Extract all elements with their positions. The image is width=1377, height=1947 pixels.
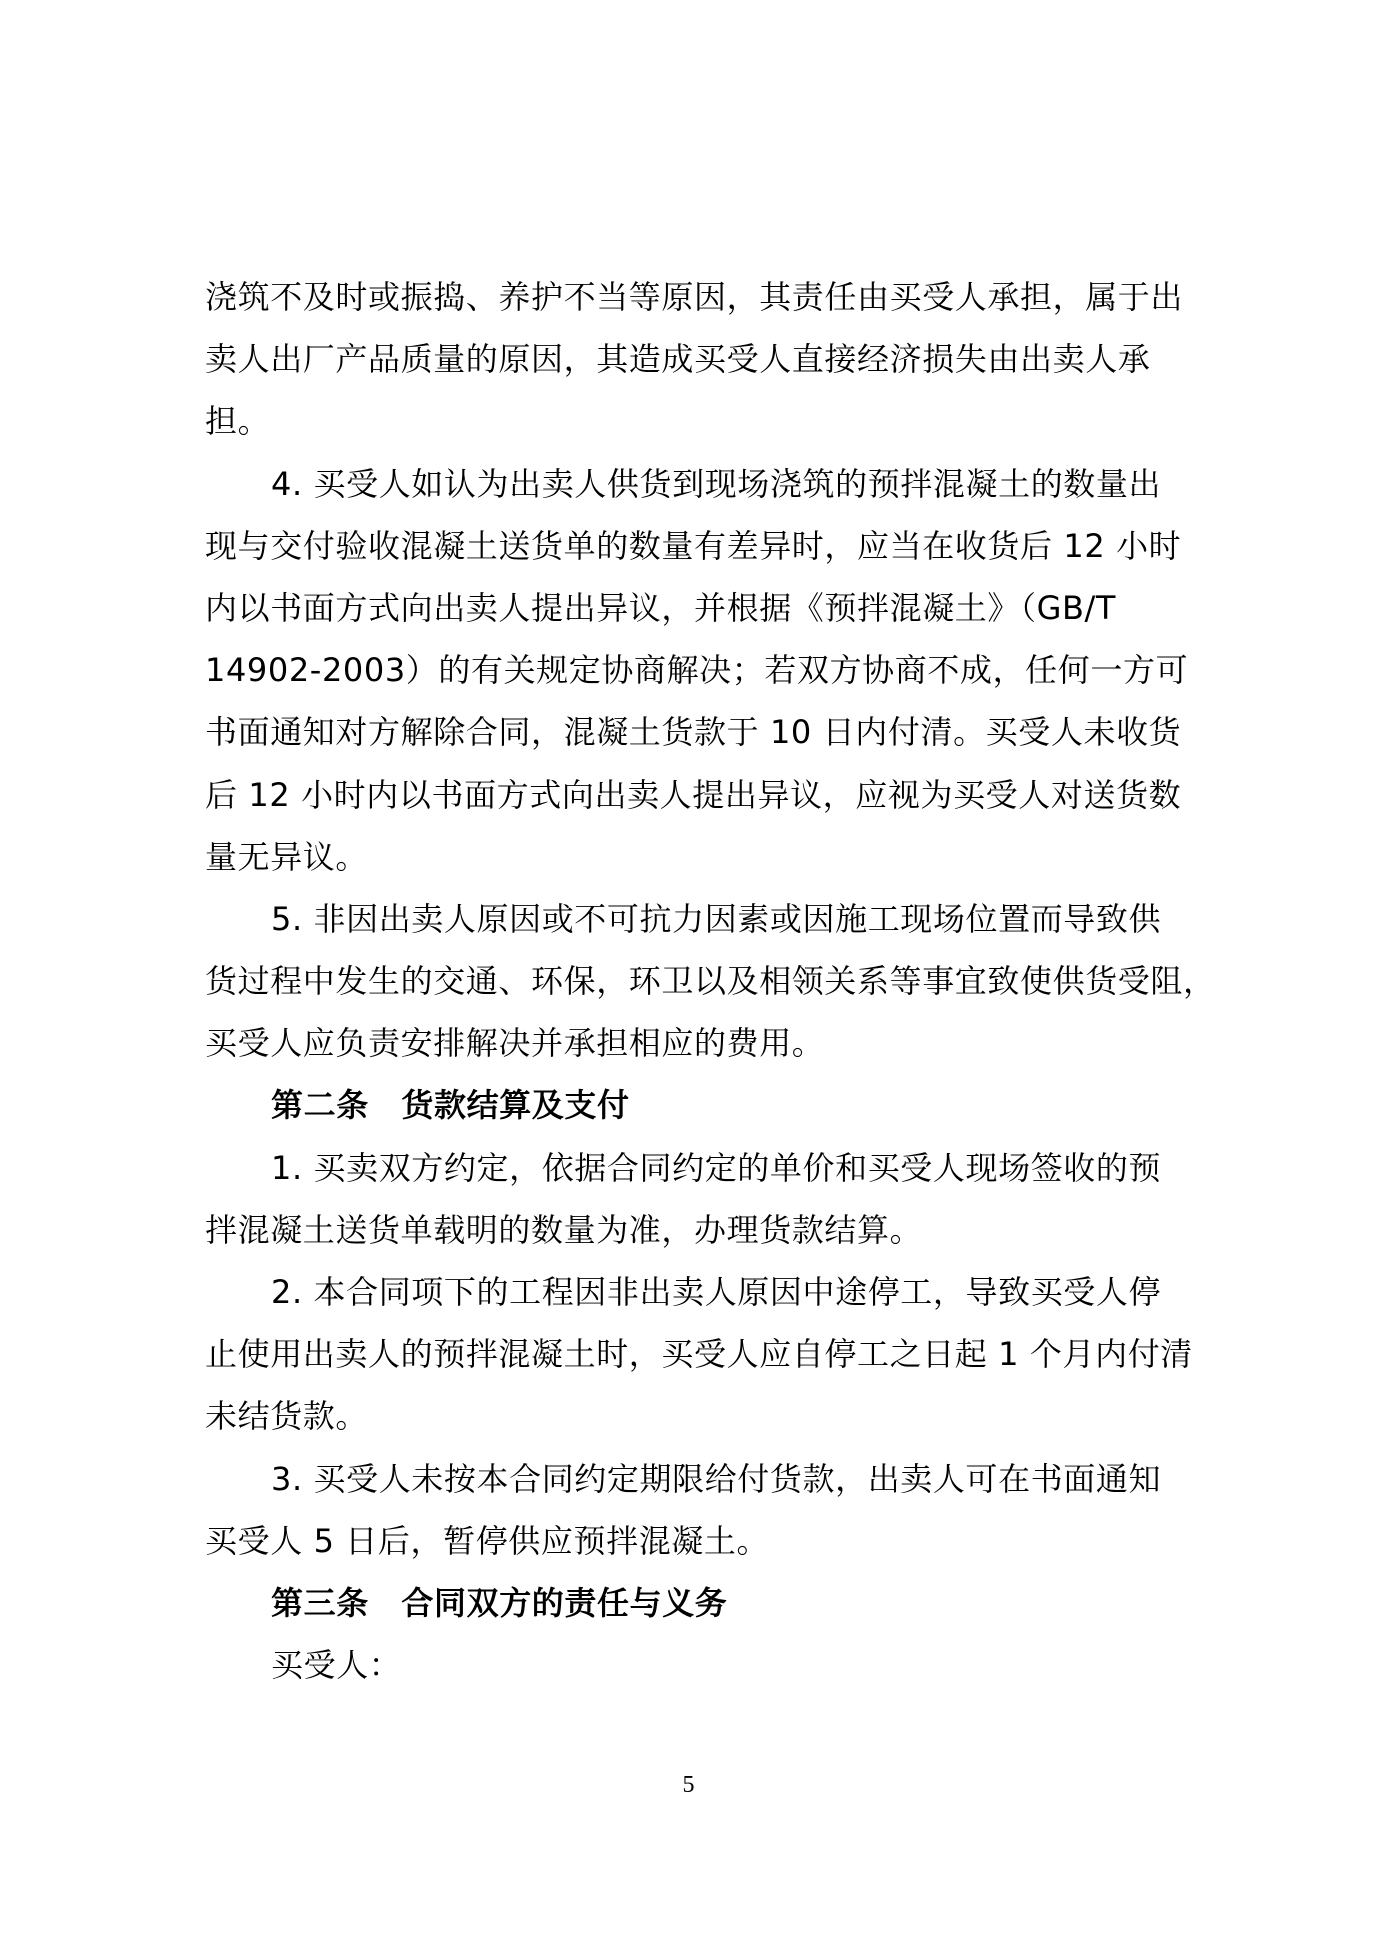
payment-clause-3-line: 3. 买受人未按本合同约定期限给付货款，出卖人可在书面通知 bbox=[271, 1459, 1162, 1498]
clause-5-line: 5. 非因出卖人原因或不可抗力因素或因施工现场位置而导致供 bbox=[271, 899, 1162, 938]
body-line: 现与交付验收混凝土送货单的数量有差异时，应当在收货后 12 小时 bbox=[205, 526, 1182, 565]
body-line: 未结货款。 bbox=[205, 1397, 369, 1436]
clause-4-line: 4. 买受人如认为出卖人供货到现场浇筑的预拌混凝土的数量出 bbox=[271, 464, 1162, 503]
payment-clause-1-line: 1. 买卖双方约定，依据合同约定的单价和买受人现场签收的预 bbox=[271, 1148, 1162, 1187]
body-line: 担。 bbox=[205, 402, 271, 441]
body-line: 量无异议。 bbox=[205, 837, 369, 876]
body-line: 拌混凝土送货单载明的数量为准，办理货款结算。 bbox=[205, 1210, 923, 1249]
body-line: 止使用出卖人的预拌混凝土时，买受人应自停工之日起 1 个月内付清 bbox=[205, 1335, 1193, 1374]
body-line: 货过程中发生的交通、环保，环卫以及相领关系等事宜致使供货受阻， bbox=[205, 962, 1216, 1001]
article-2-heading: 第二条 货款结算及支付 bbox=[271, 1086, 630, 1125]
page-number: 5 bbox=[682, 1772, 695, 1798]
body-line: 14902-2003）的有关规定协商解决；若双方协商不成，任何一方可 bbox=[205, 651, 1189, 690]
contract-page-body bbox=[205, 266, 1216, 1696]
body-line: 买受人 5 日后，暂停供应预拌混凝土。 bbox=[205, 1521, 770, 1560]
body-line: 后 12 小时内以书面方式向出卖人提出异议，应视为买受人对送货数 bbox=[205, 775, 1182, 814]
body-line: 书面通知对方解除合同，混凝土货款于 10 日内付清。买受人未收货 bbox=[205, 713, 1182, 752]
body-line: 卖人出厂产品质量的原因，其造成买受人直接经济损失由出卖人承 bbox=[205, 340, 1151, 379]
buyer-label: 买受人： bbox=[271, 1646, 402, 1685]
body-line: 浇筑不及时或振捣、养护不当等原因，其责任由买受人承担，属于出 bbox=[205, 278, 1184, 316]
article-3-heading: 第三条 合同双方的责任与义务 bbox=[271, 1583, 728, 1622]
body-line: 内以书面方式向出卖人提出异议，并根据《预拌混凝土》（GB/T bbox=[205, 588, 1117, 627]
body-line: 买受人应负责安排解决并承担相应的费用。 bbox=[205, 1024, 825, 1063]
payment-clause-2-line: 2. 本合同项下的工程因非出卖人原因中途停工，导致买受人停 bbox=[271, 1273, 1162, 1311]
